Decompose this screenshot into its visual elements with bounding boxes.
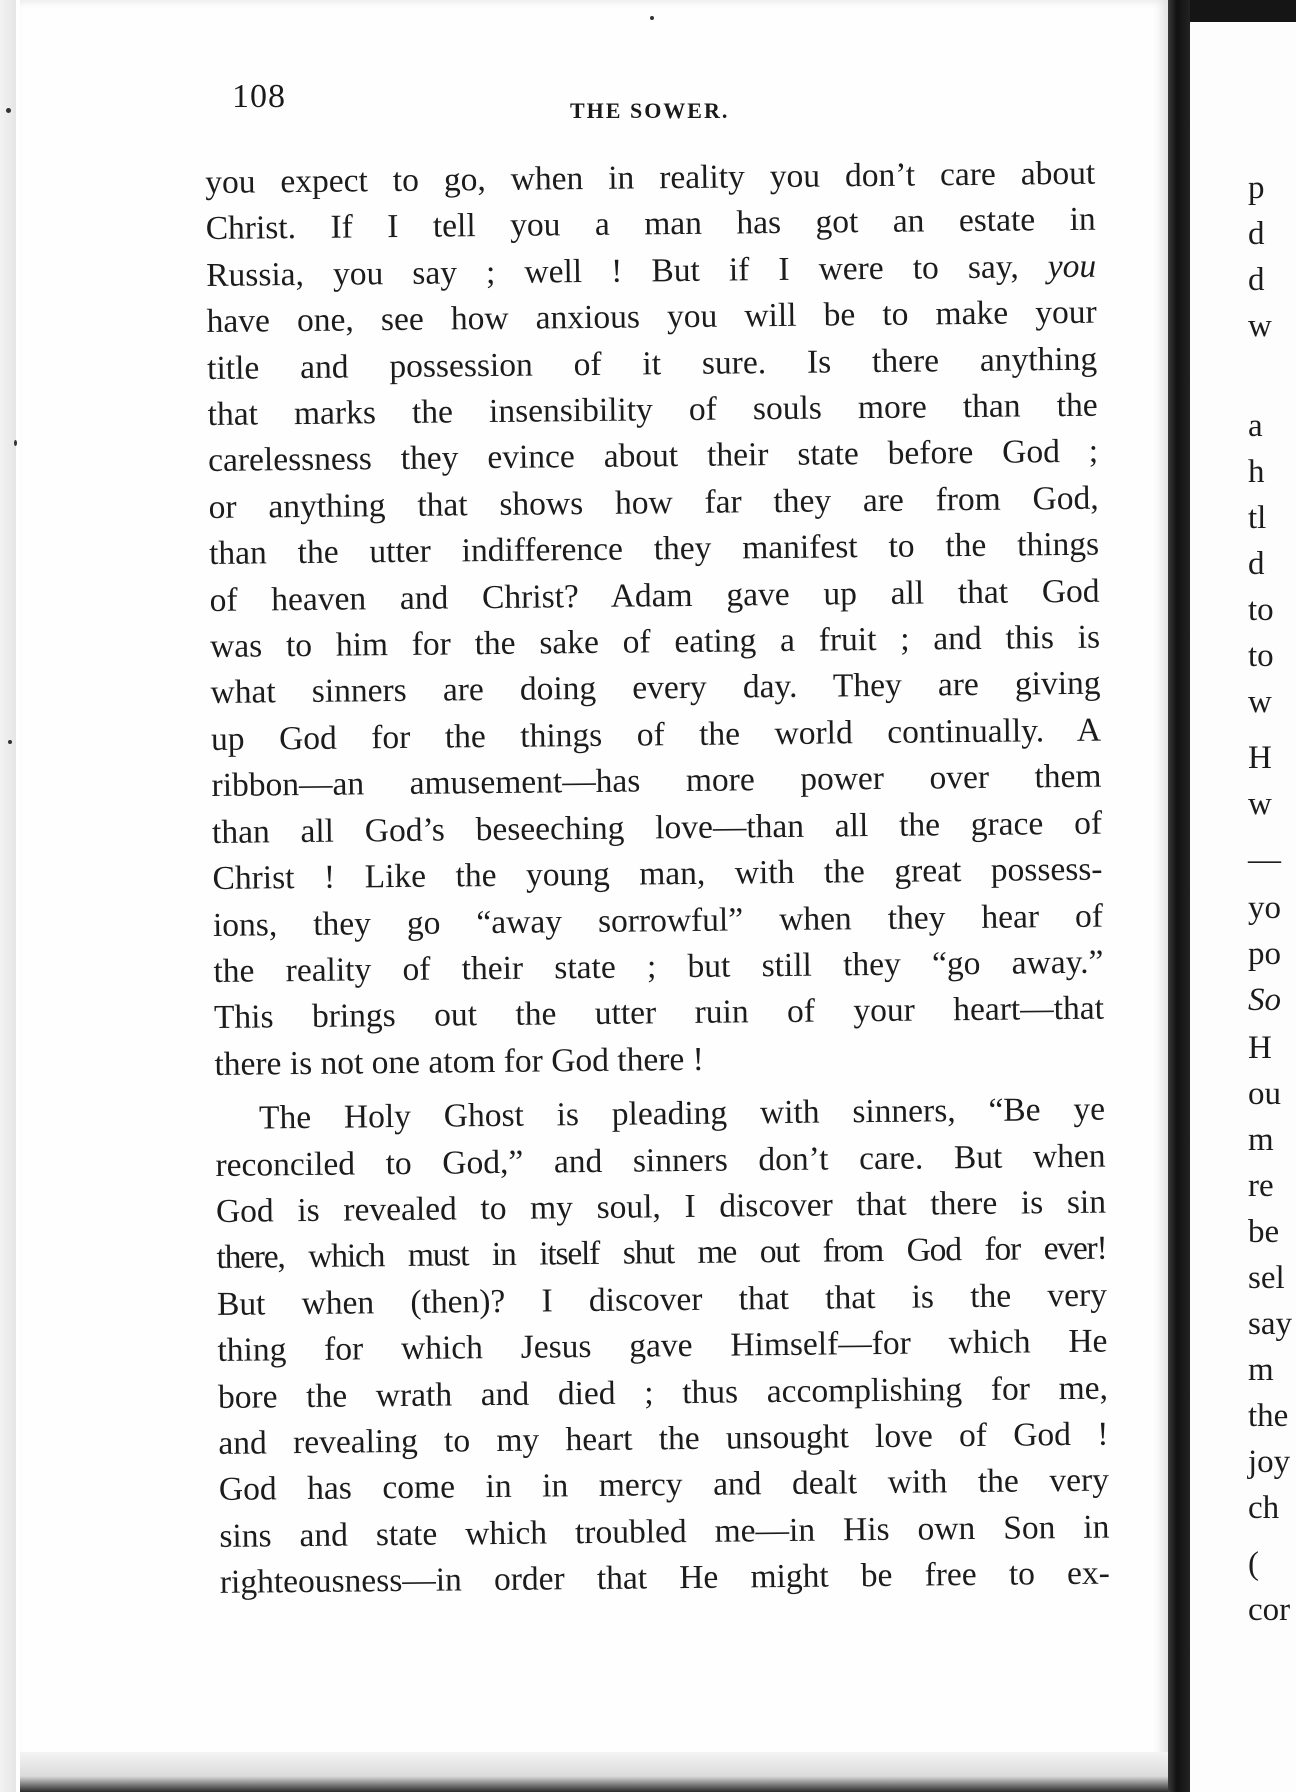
text-line: there is not one atom for God there !	[214, 1040, 704, 1083]
text-line: up God for the things of the world continually. A	[210, 711, 1102, 758]
text-fragment: cor	[1248, 1592, 1291, 1628]
text-fragment: ou	[1248, 1076, 1281, 1112]
text-fragment: So	[1248, 982, 1281, 1018]
scan-speck	[6, 108, 11, 113]
text-line: God has come in in mercy and dealt with the very	[218, 1461, 1110, 1509]
text-line: the reality of their state ; but still they “go away.”	[213, 943, 1104, 990]
text-line: than all God’s beseeching love—than all the grace of	[211, 804, 1103, 851]
text-fragment: d	[1248, 546, 1265, 582]
body-text	[205, 151, 1110, 1607]
text-fragment: be	[1248, 1214, 1280, 1250]
scan-speck	[14, 440, 17, 446]
text-fragment: the	[1248, 1398, 1289, 1434]
facing-page-text	[1190, 0, 1296, 1792]
page-number: 108	[232, 78, 286, 115]
text-line: bore the wrath and died ; thus accomplishing for me,	[217, 1369, 1109, 1416]
text-line: sins and state which troubled me—in His own Son in	[219, 1508, 1110, 1555]
text-fragment: H	[1248, 740, 1272, 776]
text-fragment: (	[1248, 1546, 1259, 1582]
text-fragment: m	[1248, 1122, 1274, 1158]
italic-word: you	[1047, 247, 1097, 285]
text-fragment: d	[1248, 262, 1265, 298]
text-line: But when (then)? I discover that that is the very	[216, 1276, 1108, 1323]
text-fragment: joy	[1248, 1444, 1291, 1480]
text-line: was to him for the sake of eating a fruit ; and this is	[209, 618, 1101, 666]
text-line: reconciled to God,” and sinners don’t care. But when	[215, 1137, 1106, 1184]
text-line-segment: Russia, you say ; well ! But if I were to say,	[206, 248, 1019, 294]
text-line: This brings out the utter ruin of your heart—that	[213, 989, 1105, 1037]
running-head: THE SOWER.	[570, 98, 730, 123]
text-fragment: to	[1248, 638, 1274, 674]
text-fragment: h	[1248, 454, 1265, 490]
text-fragment: —	[1248, 842, 1281, 878]
text-fragment: a	[1248, 408, 1263, 444]
text-line: ions, they go “away sorrowful” when they hear of	[212, 897, 1104, 944]
text-line: of heaven and Christ? Adam gave up all that God	[209, 572, 1100, 619]
text-fragment: to	[1248, 592, 1274, 628]
text-line: Christ ! Like the young man, with the great possess-	[212, 850, 1103, 898]
text-fragment: p	[1248, 170, 1265, 206]
text-fragment: tl	[1248, 500, 1267, 536]
text-fragment: H	[1248, 1030, 1272, 1066]
text-line: there, which must in itself shut me out from God for ever!	[216, 1229, 1107, 1277]
text-fragment: w	[1248, 786, 1272, 822]
text-fragment: re	[1248, 1168, 1274, 1204]
text-fragment: w	[1248, 684, 1272, 720]
text-line: ribbon—an amusement—has more power over them	[211, 757, 1102, 805]
text-line: you expect to go, when in reality you don’t care about	[205, 154, 1096, 201]
text-line: that marks the insensibility of souls more than the	[207, 386, 1098, 434]
left-page	[20, 0, 1168, 1792]
text-line: title and possession of it sure. Is there anything	[206, 340, 1098, 387]
facing-page-edge	[1190, 0, 1296, 1792]
text-line: thing for which Jesus gave Himself—for which He	[217, 1322, 1108, 1370]
text-fragment: ch	[1248, 1490, 1280, 1526]
text-line: have one, see how anxious you will be to make your	[206, 293, 1097, 341]
text-line: what sinners are doing every day. They are giving	[210, 665, 1101, 712]
text-fragment: yo	[1248, 890, 1281, 926]
text-line: righteousness—in order that He might be free to ex-	[219, 1554, 1111, 1602]
text-fragment: d	[1248, 216, 1265, 252]
text-line: The Holy Ghost is pleading with sinners, “Be ye	[258, 1090, 1106, 1137]
page-bottom-edge	[20, 1752, 1170, 1792]
text-line: and revealing to my heart the unsought love of God !	[218, 1415, 1109, 1462]
text-line: carelessness they evince about their state before God ;	[207, 433, 1099, 480]
scan-speck	[650, 16, 654, 20]
text-line: God is revealed to my soul, I discover that there is sin	[215, 1183, 1107, 1230]
text-line: or anything that shows how far they are from God,	[208, 479, 1099, 526]
text-fragment: w	[1248, 308, 1272, 344]
text-fragment: po	[1248, 936, 1281, 972]
text-line: than the utter indifference they manifest to the things	[208, 525, 1100, 573]
text-fragment: m	[1248, 1352, 1274, 1388]
scan-speck	[8, 740, 12, 744]
book-gutter	[1168, 0, 1190, 1792]
left-page-edge	[0, 0, 16, 1792]
text-line: Christ. If I tell you a man has got an estate in	[205, 201, 1096, 248]
text-fragment: sel	[1248, 1260, 1285, 1296]
text-fragment: say	[1248, 1306, 1292, 1342]
